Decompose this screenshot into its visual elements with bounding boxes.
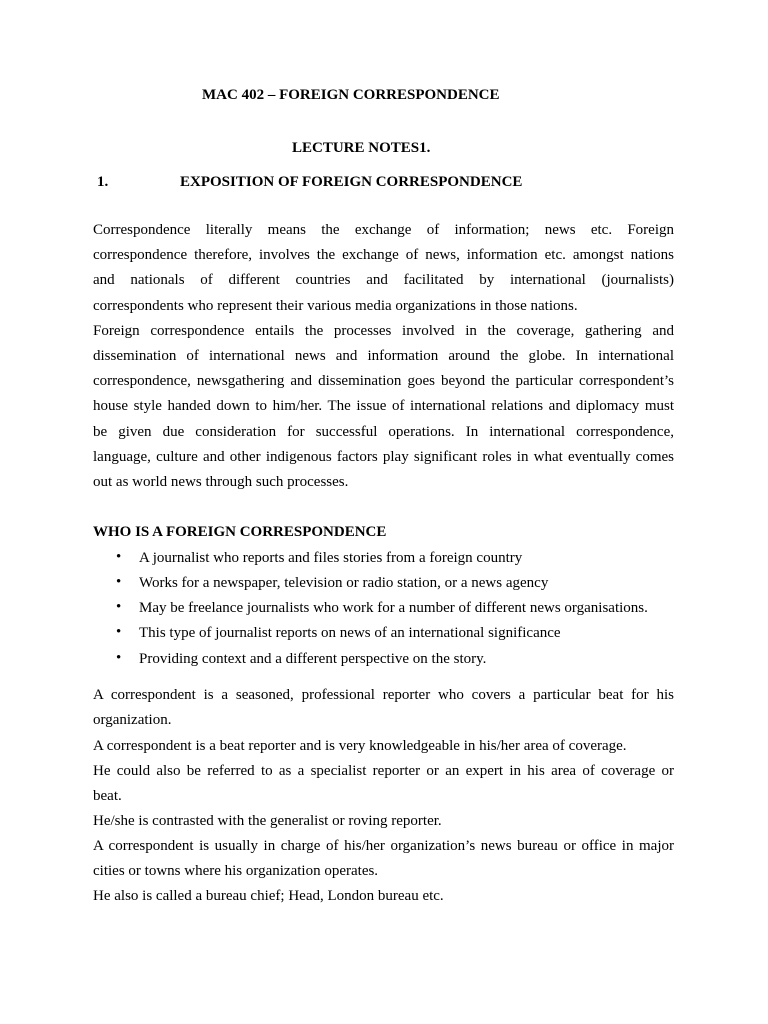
text-line: cities or towns where his organization operates. [93,863,379,879]
course-title: MAC 402 – FOREIGN CORRESPONDENCE [202,87,500,103]
text-line: be given due consideration for successful operations. In international correspondence, [93,424,674,440]
text-line: and nationals of different countries and facilitated by international (journalists) [93,272,674,288]
text-line: A correspondent is a seasoned, professional reporter who covers a particular beat for his [93,687,674,703]
text-line: Correspondence literally means the exchange of information; news etc. Foreign [93,222,674,238]
text-line: correspondents who represent their various media organizations in those nations. [93,298,578,314]
text-line: A correspondent is usually in charge of his/her organization’s news bureau or office in major [93,838,674,854]
text-line: He/she is contrasted with the generalist or roving reporter. [93,813,442,829]
who-heading: WHO IS A FOREIGN CORRESPONDENCE [93,524,387,540]
text-line: out as world news through such processes. [93,474,349,490]
text-line: He also is called a bureau chief; Head, London bureau etc. [93,888,444,904]
bullet-icon: • [116,549,122,565]
text-line: dissemination of international news and information around the globe. In international [93,348,674,364]
text-line: correspondence, newsgathering and dissemination goes beyond the particular correspondent’s [93,373,674,389]
lecture-title: LECTURE NOTES1. [292,140,431,156]
bullet-icon: • [116,574,122,590]
list-item-text: May be freelance journalists who work for a number of different news organisations. [139,600,648,616]
text-line: language, culture and other indigenous factors play significant roles in what eventually comes [93,449,674,465]
text-line: A correspondent is a beat reporter and is very knowledgeable in his/her area of coverage. [93,738,627,754]
section-title: EXPOSITION OF FOREIGN CORRESPONDENCE [180,174,523,190]
text-line: He could also be referred to as a specialist reporter or an expert in his area of coverage or [93,763,674,779]
bullet-icon: • [116,624,122,640]
text-line: Foreign correspondence entails the processes involved in the coverage, gathering and [93,323,674,339]
text-line: beat. [93,788,122,804]
text-line: house style handed down to him/her. The issue of international relations and diplomacy must [93,398,674,414]
text-line: organization. [93,712,172,728]
list-item-text: A journalist who reports and files stories from a foreign country [139,550,523,566]
bullet-icon: • [116,599,122,615]
text-line: correspondence therefore, involves the exchange of news, information etc. amongst nations [93,247,674,263]
bullet-icon: • [116,650,122,666]
list-item-text: This type of journalist reports on news of an international significance [139,625,561,641]
list-item-text: Providing context and a different perspective on the story. [139,651,487,667]
list-item-text: Works for a newspaper, television or radio station, or a news agency [139,575,549,591]
section-number: 1. [97,174,109,190]
